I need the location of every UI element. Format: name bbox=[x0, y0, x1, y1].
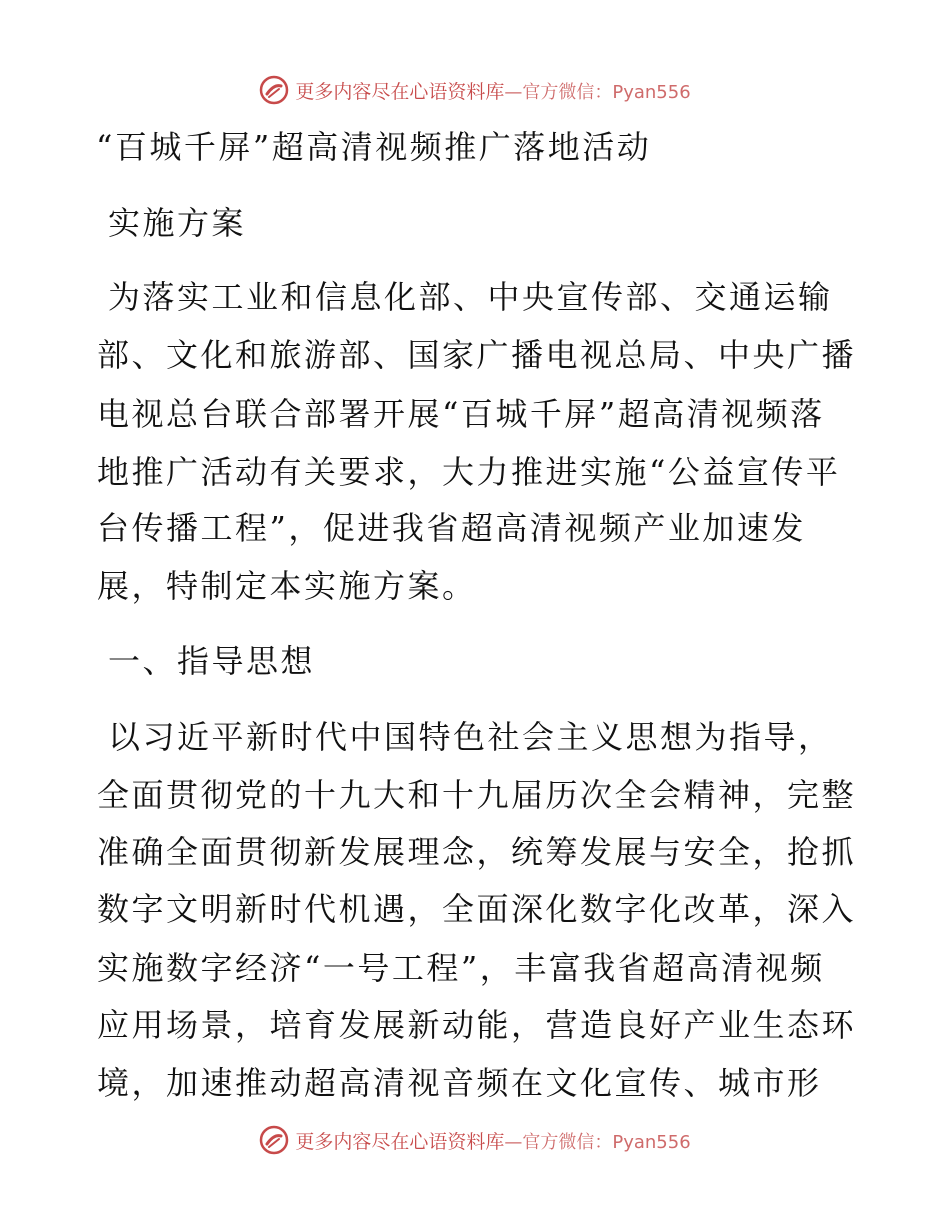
paragraph-line: 以习近平新时代中国特色社会主义思想为指导， bbox=[108, 718, 833, 756]
header-watermark bbox=[0, 70, 950, 110]
paragraph-line: 全面贯彻党的十九大和十九届历次全会精神，完整 bbox=[97, 776, 857, 814]
paragraph-line: 部、文化和旅游部、国家广播电视总局、中央广播 bbox=[97, 336, 857, 374]
paragraph-line: 数字文明新时代机遇，全面深化数字化改革，深入 bbox=[97, 890, 857, 928]
paragraph-line: 电视总台联合部署开展“百城千屏”超高清视频落 bbox=[97, 395, 825, 433]
paragraph-line: 实施数字经济“一号工程”，丰富我省超高清视频 bbox=[97, 949, 825, 987]
paragraph-line: 台传播工程”，促进我省超高清视频产业加速发 bbox=[97, 509, 806, 547]
book-logo-icon bbox=[259, 75, 289, 105]
paragraph-line: 应用场景，培育发展新动能，营造良好产业生态环 bbox=[97, 1006, 857, 1044]
document-subtitle: 实施方案 bbox=[108, 204, 247, 242]
section-heading: 一、指导思想 bbox=[108, 642, 316, 680]
paragraph-line: 准确全面贯彻新发展理念，统筹发展与安全，抢抓 bbox=[97, 833, 857, 871]
paragraph-line: 境，加速推动超高清视音频在文化宣传、城市形 bbox=[97, 1064, 822, 1102]
book-logo-icon bbox=[259, 1125, 289, 1155]
footer-watermark bbox=[0, 1120, 950, 1160]
watermark-text: 更多内容尽在心语资料库—官方微信：Pyan556 bbox=[295, 80, 691, 103]
paragraph-line: 展，特制定本实施方案。 bbox=[97, 567, 477, 605]
paragraph-line: 地推广活动有关要求，大力推进实施“公益宣传平 bbox=[97, 453, 841, 491]
watermark-text: 更多内容尽在心语资料库—官方微信：Pyan556 bbox=[295, 1130, 691, 1153]
document-title: “百城千屏”超高清视频推广落地活动 bbox=[96, 128, 652, 166]
paragraph-line: 为落实工业和信息化部、中央宣传部、交通运输 bbox=[108, 278, 833, 316]
